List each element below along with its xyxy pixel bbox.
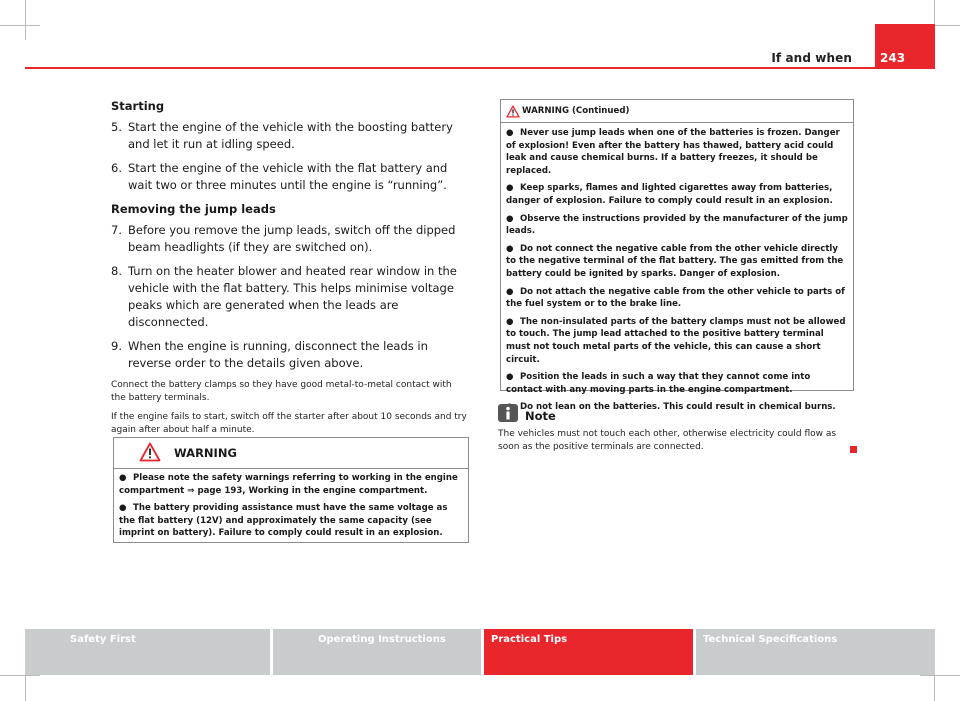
- warning-box: [113, 437, 469, 543]
- chapter-tabs: [25, 629, 935, 675]
- step-9: 9. When the engine is running, disconnect the leads in reverse order to the details given above.: [111, 339, 428, 370]
- battery-clamp-paragraph: Connect the battery clamps so they have good metal-to-metal contact with the battery terminals.: [111, 380, 452, 403]
- warning-item: ● Do not connect the negative cable from the other vehicle directly to the negative terminal of the flat battery. The gas emitted from the battery could be ignited by sparks. Danger of explosion.: [506, 243, 844, 279]
- warning-item: ● Do not attach the negative cable from the other vehicle to parts of the fuel system or to the brake line.: [506, 286, 845, 310]
- step-6: 6. Start the engine of the vehicle with the flat battery and wait two or three minutes until the engine is “running”.: [111, 161, 448, 192]
- section-end-marker: [850, 446, 857, 453]
- warning-continued-header: [501, 100, 853, 123]
- warning-item: ● Never use jump leads when one of the batteries is frozen. Danger of explosion! Even after the battery has thawed, battery acid could leak and cause chemical burns. If a battery freezes, it should be replaced.: [506, 128, 840, 176]
- warning-continued-box: [500, 99, 854, 413]
- warning-item: ● The non-insulated parts of the battery clamps must not be allowed to touch. The jump lead attached to the positive battery terminal must not touch metal parts of the vehicle, this can cause a short circuit.: [506, 316, 846, 365]
- step-8: 8. Turn on the heater blower and heated rear window in the vehicle with the flat battery. This helps minimise voltage peaks which are generated when the leads are disconnected.: [111, 264, 457, 329]
- step-7: 7. Before you remove the jump leads, switch off the dipped beam headlights (if they are switched on).: [111, 223, 456, 254]
- tab-safety-first[interactable]: Safety First: [25, 629, 270, 675]
- warning-item: ● Keep sparks, flames and lighted cigarettes away from batteries, danger of explosion. Failure to comply could result in an explosion.: [506, 183, 833, 206]
- warning-item: ● Position the leads in such a way that they cannot come into contact with any moving parts in the engine compartment.: [506, 372, 811, 395]
- warning-triangle-icon: [139, 442, 161, 466]
- warning-item: ● Observe the instructions provided by the manufacturer of the jump leads.: [506, 213, 848, 237]
- warning-title: WARNING: [174, 446, 237, 460]
- warning-item: Do not lean on the batteries. This could result in chemical burns.: [520, 402, 836, 413]
- removing-heading: Removing the jump leads: [111, 202, 276, 216]
- starting-heading: Starting: [111, 99, 165, 113]
- warning-item: ● The battery providing assistance must have the same voltage as the flat battery (12V) and approximately the same capacity (see imprint on battery). Failure to comply could result in an explosion.: [119, 503, 448, 539]
- warning-item: ● Please note the safety warnings referring to working in the engine compartment ⇒ page 193, Working in the engine compartment.: [119, 473, 458, 496]
- tab-practical-tips[interactable]: Practical Tips: [484, 629, 693, 675]
- engine-fail-paragraph: If the engine fails to start, switch off the starter after about 10 seconds and try again after about half a minute.: [111, 412, 467, 435]
- note-info-icon: [497, 403, 519, 427]
- step-5: 5. Start the engine of the vehicle with the boosting battery and let it run at idling speed.: [111, 120, 453, 151]
- tab-technical-specifications[interactable]: Technical Specifications: [696, 629, 935, 675]
- header-rule: [25, 67, 935, 69]
- page-number: 243: [880, 51, 906, 65]
- note-text: The vehicles must not touch each other, otherwise electricity could flow as soon as the positive terminals are connected.: [498, 429, 837, 452]
- section-title: If and when: [771, 51, 852, 65]
- note-title: Note: [525, 409, 556, 423]
- left-column: [111, 98, 467, 443]
- warning-triangle-icon: [506, 103, 520, 122]
- warning-header: [114, 438, 468, 469]
- warning-continued-title: WARNING (Continued): [522, 106, 630, 116]
- tab-operating-instructions[interactable]: Operating Instructions: [273, 629, 481, 675]
